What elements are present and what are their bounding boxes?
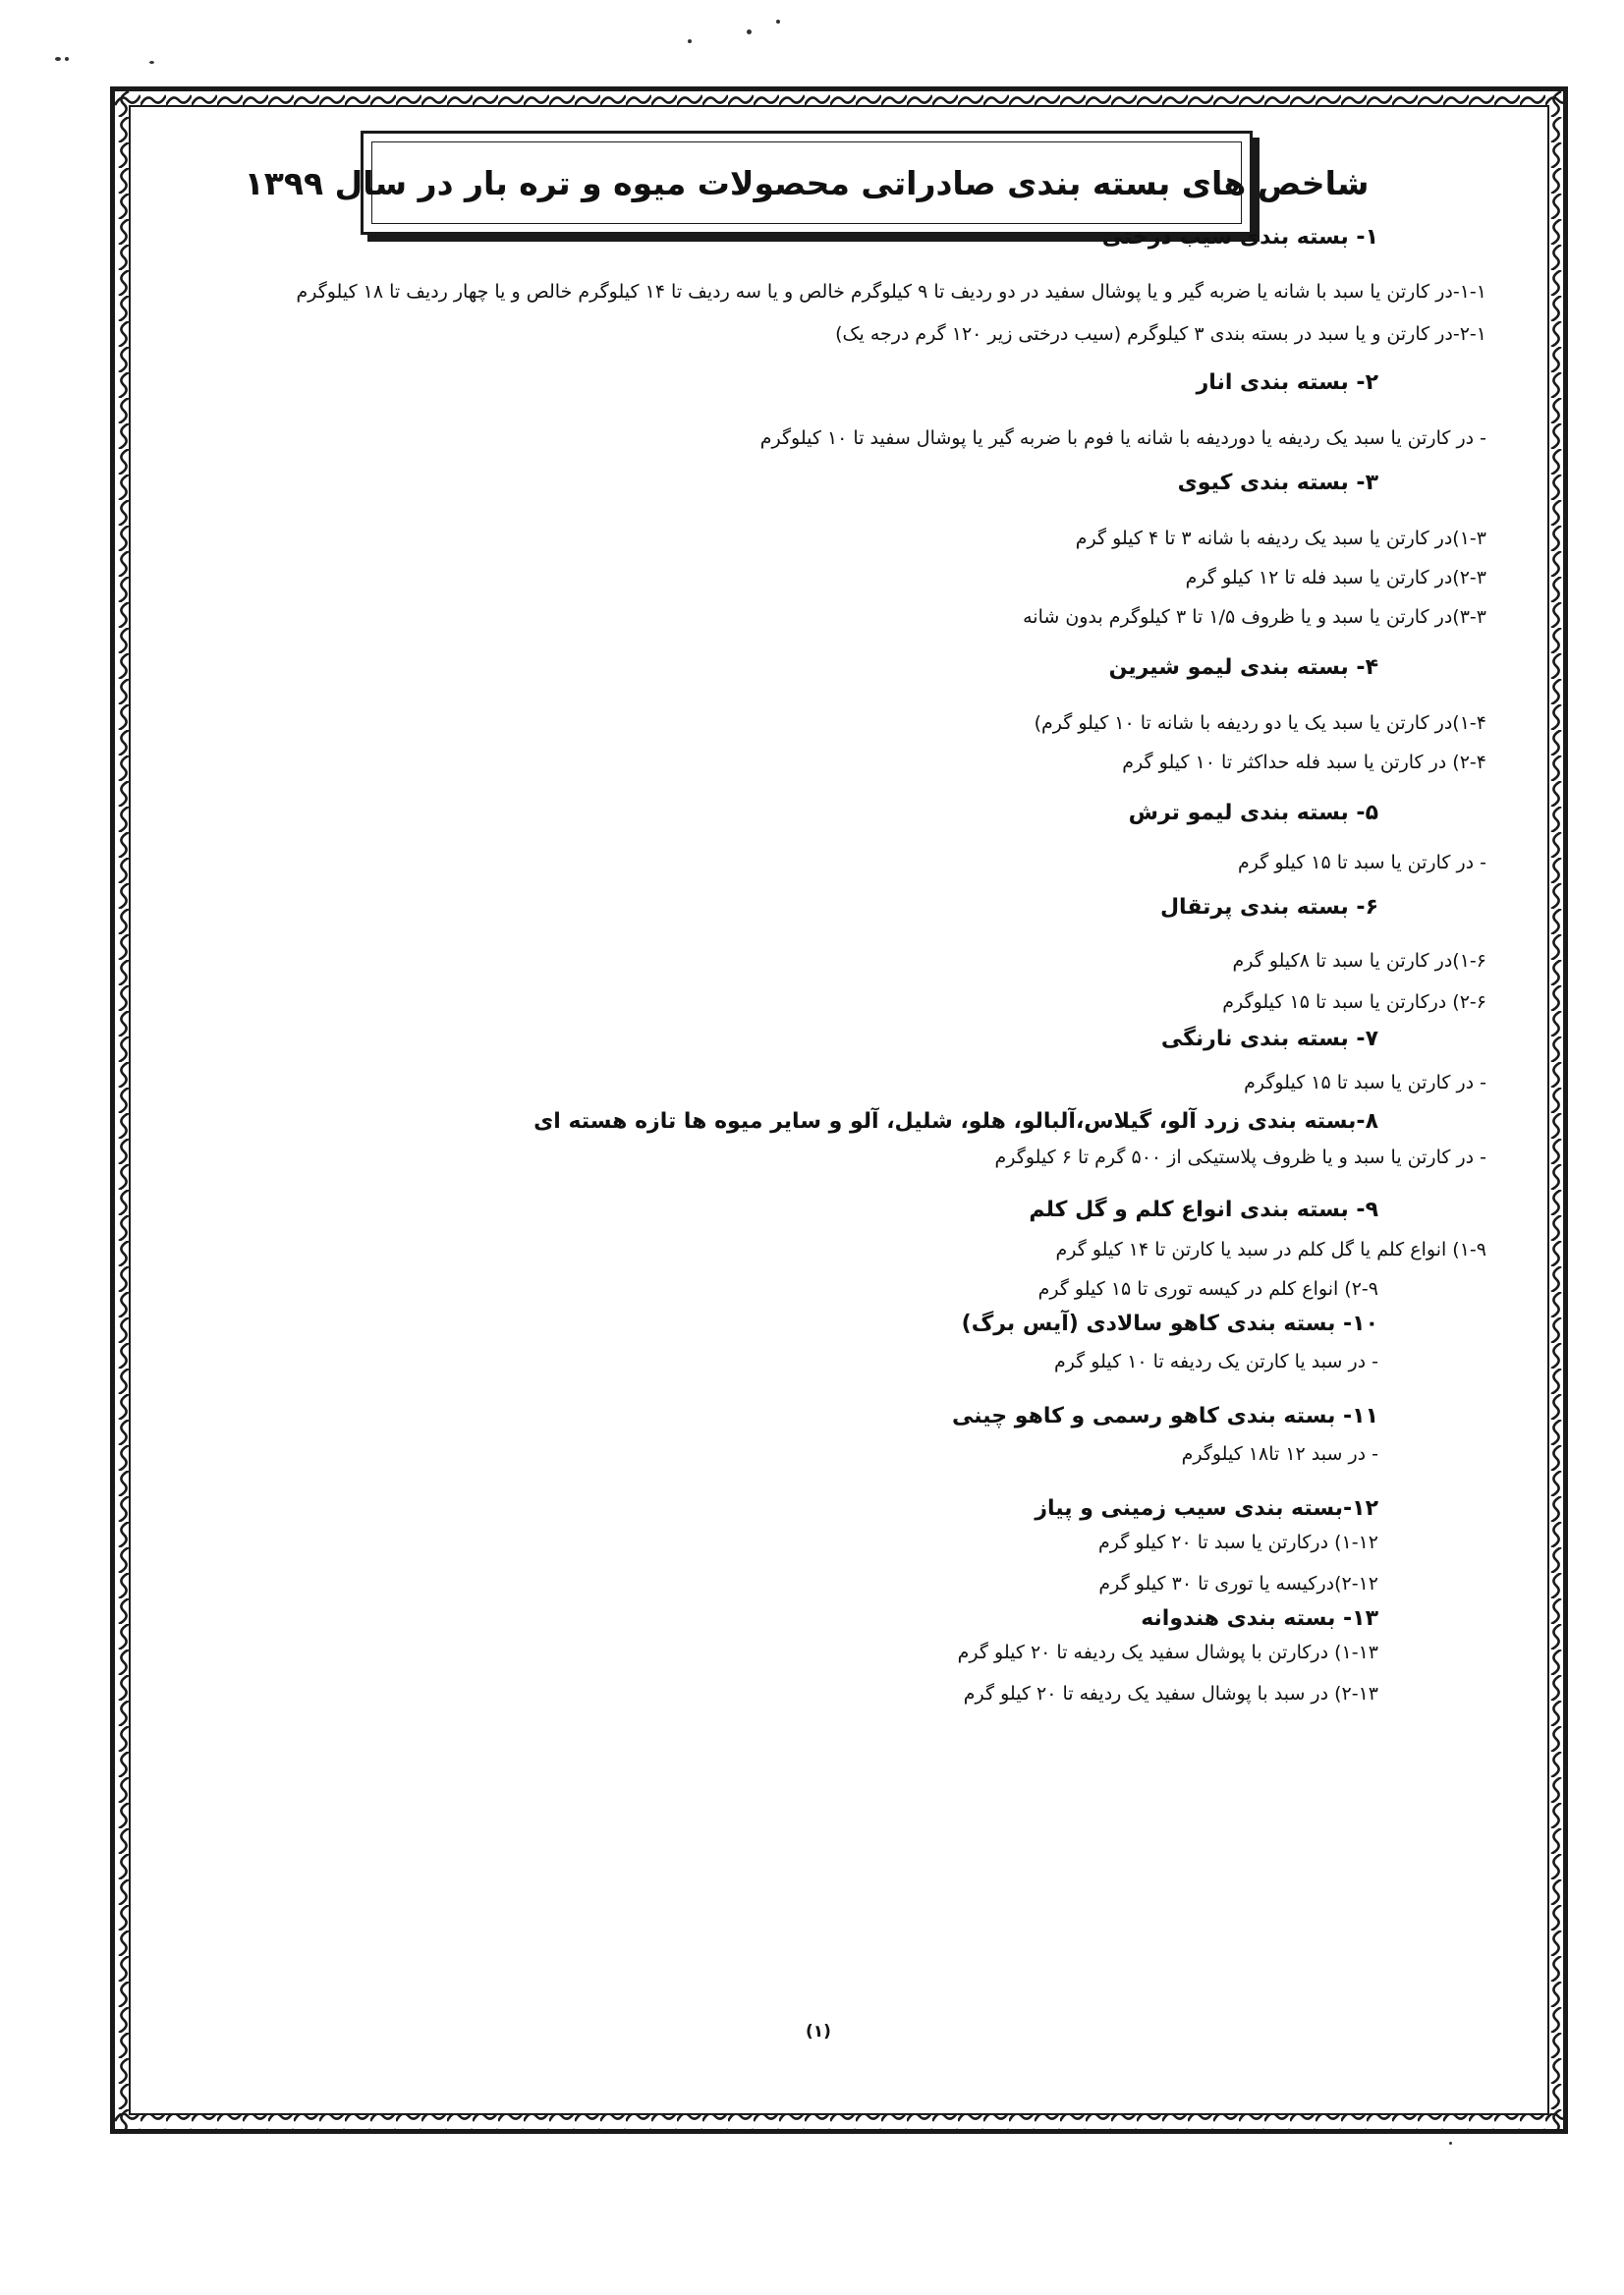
section-iceberg-lettuce xyxy=(229,1308,1486,1378)
section-watermelon xyxy=(229,1602,1486,1710)
scan-speck xyxy=(1449,2142,1452,2145)
page-number: (۱) xyxy=(806,2022,831,2042)
section-heading: ۷- بسته بندی نارنگی xyxy=(1160,1027,1378,1051)
section-item: ۲-۱-در کارتن و یا سبد در بسته بندی ۳ کیلوگرم (سیب درختی زیر ۱۲۰ گرم درجه یک) xyxy=(835,323,1486,345)
section-item: ۱-۱-در کارتن یا سبد با شانه یا ضربه گیر و یا پوشال سفید در دو ردیف تا ۹ کیلوگرم خالص و یا سه ردیف تا ۱۴ کیلوگرم خالص و یا چهار ردیف تا ۱۸ کیلوگرم xyxy=(296,281,1486,303)
section-cabbage xyxy=(229,1194,1486,1306)
section-sweet-lemon xyxy=(229,651,1486,779)
section-heading: ۹- بسته بندی انواع کلم و گل کلم xyxy=(1029,1198,1378,1222)
scan-speck xyxy=(55,57,61,61)
section-item: ۲-۴) در کارتن یا سبد فله حداکثر تا ۱۰ کیلو گرم xyxy=(1122,752,1486,773)
section-tangerine xyxy=(229,1023,1486,1099)
scan-speck xyxy=(776,20,780,24)
scan-speck xyxy=(65,57,69,61)
section-item: - در کارتن یا سبد یک ردیفه یا دوردیفه با شانه یا فوم با ضربه گیر یا پوشال سفید تا ۱۰ کیلوگرم xyxy=(759,427,1486,449)
section-item: ۱-۶)در کارتن یا سبد تا ۸کیلو گرم xyxy=(1232,950,1486,972)
section-heading: ۱۰- بسته بندی کاهو سالادی (آیس برگ) xyxy=(961,1312,1378,1336)
document-body xyxy=(229,221,1486,1710)
section-kiwi xyxy=(229,467,1486,634)
section-heading: ۲- بسته بندی انار xyxy=(1196,370,1378,395)
section-heading: ۵- بسته بندی لیمو ترش xyxy=(1128,801,1378,825)
section-item: ۲-۶) درکارتن یا سبد تا ۱۵ کیلوگرم xyxy=(1222,991,1486,1013)
section-heading: ۱۲-بسته بندی سیب زمینی و پیاز xyxy=(1035,1496,1378,1521)
section-potato-onion xyxy=(229,1492,1486,1600)
section-orange xyxy=(229,891,1486,1019)
scan-speck xyxy=(747,29,752,34)
section-lettuce xyxy=(229,1400,1486,1471)
section-heading: ۱۳- بسته بندی هندوانه xyxy=(1141,1606,1378,1631)
section-heading: ۴- بسته بندی لیمو شیرین xyxy=(1108,655,1378,680)
section-item: ۱-۳)در کارتن یا سبد یک ردیفه با شانه ۳ تا ۴ کیلو گرم xyxy=(1075,528,1486,549)
section-item: ۱-۹) انواع کلم یا گل کلم در سبد یا کارتن تا ۱۴ کیلو گرم xyxy=(1055,1239,1486,1260)
section-item: ۲-۱۲)درکیسه یا توری تا ۳۰ کیلو گرم xyxy=(1098,1573,1378,1595)
section-heading: ۶- بسته بندی پرتقال xyxy=(1159,895,1378,920)
section-item: - در کارتن یا سبد و یا ظروف پلاستیکی از ۵۰۰ گرم تا ۶ کیلوگرم xyxy=(994,1147,1486,1168)
section-item: ۱-۱۳) درکارتن با پوشال سفید یک ردیفه تا ۲۰ کیلو گرم xyxy=(957,1642,1378,1663)
section-pomegranate xyxy=(229,366,1486,455)
scan-speck xyxy=(688,39,692,43)
section-item: ۲-۳)در کارتن یا سبد فله تا ۱۲ کیلو گرم xyxy=(1185,567,1486,588)
scan-speck xyxy=(149,61,154,64)
section-item: ۲-۹) انواع کلم در کیسه توری تا ۱۵ کیلو گرم xyxy=(1037,1278,1378,1300)
section-lime xyxy=(229,797,1486,879)
section-heading: ۱- بسته بندی سیب درختی xyxy=(1101,225,1378,250)
section-item: - در کارتن یا سبد تا ۱۵ کیلو گرم xyxy=(1238,852,1486,873)
section-heading: ۸-بسته بندی زرد آلو، گیلاس،آلبالو، هلو، شلیل، آلو و سایر میوه ها تازه هسته ای xyxy=(533,1109,1378,1134)
page-title: شاخص های بسته بندی صادراتی محصولات میوه و تره بار در سال ۱۳۹۹ xyxy=(244,163,1370,202)
section-apple xyxy=(229,221,1486,351)
section-item: ۱-۴)در کارتن یا سبد یک یا دو ردیفه با شانه تا ۱۰ کیلو گرم) xyxy=(1034,712,1486,734)
section-item: - در سبد ۱۲ تا۱۸ کیلوگرم xyxy=(1181,1443,1378,1465)
section-item: ۲-۱۳) در سبد با پوشال سفید یک ردیفه تا ۲۰ کیلو گرم xyxy=(963,1683,1378,1705)
section-heading: ۱۱- بسته بندی کاهو رسمی و کاهو چینی xyxy=(952,1404,1378,1428)
section-item: - در کارتن یا سبد تا ۱۵ کیلوگرم xyxy=(1244,1072,1486,1093)
section-stone-fruits xyxy=(229,1105,1486,1174)
section-item: - در سبد یا کارتن یک ردیفه تا ۱۰ کیلو گرم xyxy=(1053,1351,1378,1372)
title-box xyxy=(244,131,1370,235)
section-heading: ۳- بسته بندی کیوی xyxy=(1177,471,1378,495)
section-item: ۱-۱۲) درکارتن یا سبد تا ۲۰ کیلو گرم xyxy=(1098,1532,1378,1553)
section-item: ۳-۳)در کارتن یا سبد و یا ظروف ۱/۵ تا ۳ کیلوگرم بدون شانه xyxy=(1023,606,1486,628)
